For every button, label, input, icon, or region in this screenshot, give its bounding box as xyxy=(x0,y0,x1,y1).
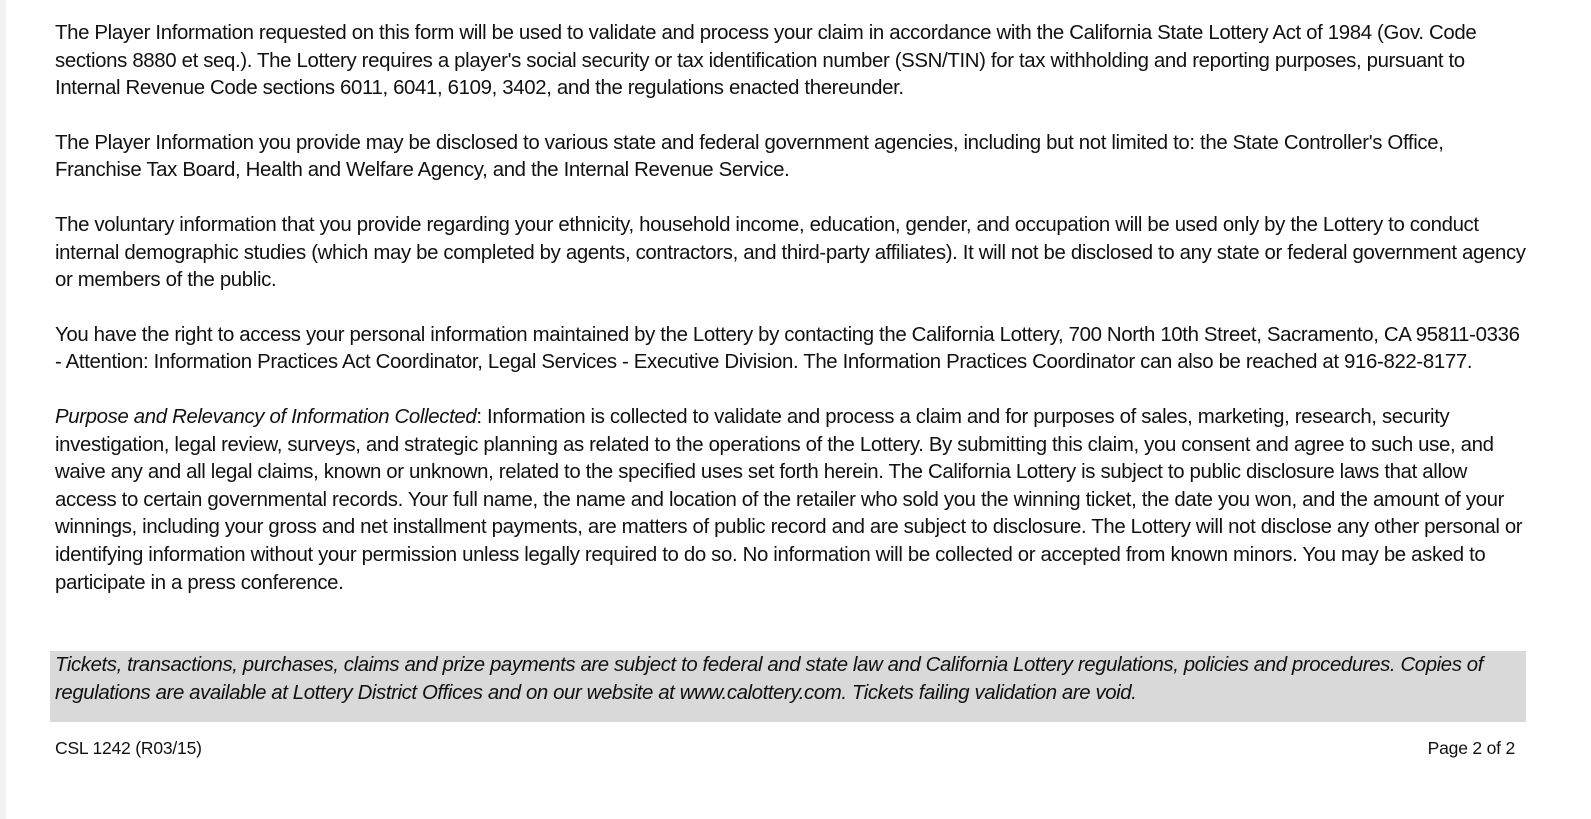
paragraph-disclosure-agencies: The Player Information you provide may be disclosed to various state and federal government agencies, including but not limited to: the State Controller's Office, Franchise Tax Board, Health and Welfare Agency, and the Internal Revenue Service. xyxy=(55,131,1444,182)
page-edge xyxy=(0,0,6,819)
privacy-notice-body xyxy=(55,20,1530,624)
form-id: CSL 1242 (R03/15) xyxy=(55,738,202,758)
legal-notice-text: Tickets, transactions, purchases, claims and prize payments are subject to federal and state law and California Lottery regulations, policies and procedures. Copies of regulations are available at Lottery District Offices and on our website at www.calottery.com. Tickets failing validation are void. xyxy=(55,654,1483,704)
paragraph-access-rights: You have the right to access your personal information maintained by the Lottery by contacting the California Lottery, 700 North 10th Street, Sacramento, CA 95811-0336 - Attention: Information Practices Act Coordinator, Legal Services - Executive Division. The Information Practices Coordinator can also be reached at 916-822-8177. xyxy=(55,323,1520,374)
purpose-relevancy-heading: Purpose and Relevancy of Information Collected xyxy=(55,405,477,428)
paragraph-player-information-use: The Player Information requested on this form will be used to validate and process your claim in accordance with the California State Lottery Act of 1984 (Gov. Code sections 8880 et seq.). The Lottery requires a player's social security or tax identification number (SSN/TIN) for tax withholding and reporting purposes, pursuant to Internal Revenue Code sections 6011, 6041, 6109, 3402, and the regulations enacted thereunder. xyxy=(55,22,1477,100)
paragraph-voluntary-information: The voluntary information that you provide regarding your ethnicity, household income, education, gender, and occupation will be used only by the Lottery to conduct internal demographic studies (which may be completed by agents, contractors, and third-party affiliates). It will not be disclosed to any state or federal government agency or members of the public. xyxy=(55,213,1526,292)
page-number: Page 2 of 2 xyxy=(1427,738,1515,758)
legal-notice-box xyxy=(50,651,1526,722)
paragraph-purpose-relevancy xyxy=(55,404,1530,597)
purpose-relevancy-text: : Information is collected to validate and process a claim and for purposes of sales, marketing, research, security investigation, legal review, surveys, and strategic planning as related to the operations of the Lottery. By submitting this claim, you consent and agree to such use, and waive any and all legal claims, known or unknown, related to the specified uses set forth herein. The California Lottery is subject to public disclosure laws that allow access to certain governmental records. Your full name, the name and location of the retailer who sold you the winning ticket, the date you won, and the amount of your winnings, including your gross and net installment payments, are matters of public record and are subject to disclosure. The Lottery will not disclose any other personal or identifying information without your permission unless legally required to do so. No information will be collected or accepted from known minors. You may be asked to participate in a press conference. xyxy=(55,405,1523,594)
